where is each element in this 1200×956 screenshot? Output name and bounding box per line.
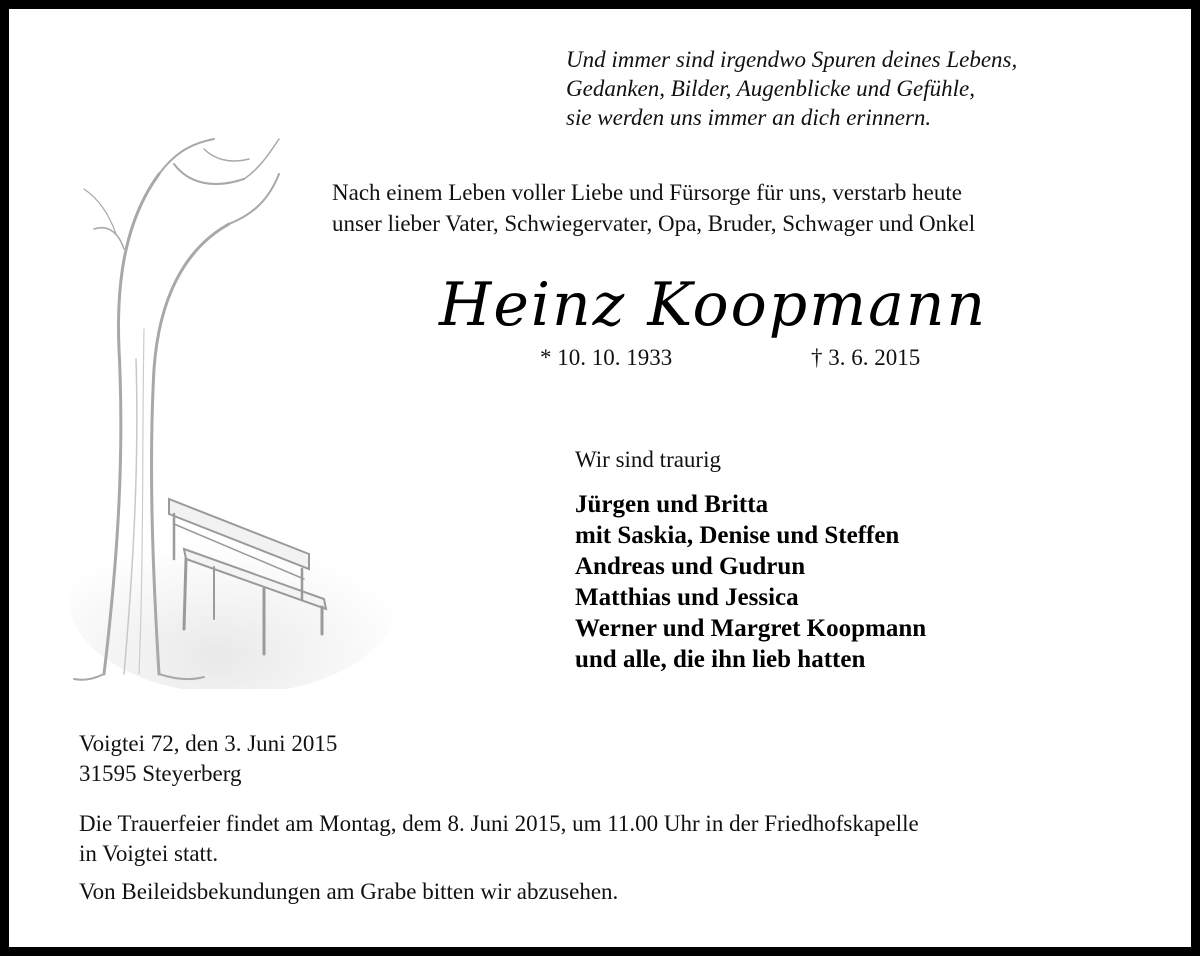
mourner-line: Matthias und Jessica [575, 584, 799, 611]
address-line: Voigtei 72, den 3. Juni 2015 [79, 731, 338, 756]
mourner-line: Werner und Margret Koopmann [575, 615, 927, 642]
funeral-line: Die Trauerfeier findet am Montag, dem 8. Juni 2015, um 11.00 Uhr in der Friedhofskapelle [79, 811, 919, 836]
address-block [79, 729, 337, 789]
mourner-line: und alle, die ihn lieb hatten [575, 646, 866, 673]
deceased-name: Heinz Koopmann [439, 270, 988, 340]
condolence-note: Von Beileidsbekundungen am Grabe bitten wir abzusehen. [79, 879, 619, 904]
mourner-line: Andreas und Gudrun [575, 553, 806, 580]
funeral-line: in Voigtei statt. [79, 841, 219, 866]
death-date: † 3. 6. 2015 [811, 345, 921, 370]
mourners-intro: Wir sind traurig [575, 447, 721, 472]
mourner-line: Jürgen und Britta [575, 491, 769, 518]
memorial-quote [566, 45, 1017, 132]
birth-date: * 10. 10. 1933 [540, 345, 673, 370]
funeral-info [79, 809, 919, 869]
quote-line: Gedanken, Bilder, Augenblicke und Gefühle, [566, 76, 975, 101]
mourner-line: mit Saskia, Denise und Steffen [575, 522, 900, 549]
mourners-list [575, 489, 926, 675]
death-announcement [332, 177, 975, 239]
intro-line: unser lieber Vater, Schwiegervater, Opa, Bruder, Schwager und Onkel [332, 211, 976, 236]
intro-line: Nach einem Leben voller Liebe und Fürsorge für uns, verstarb heute [332, 180, 962, 205]
address-line: 31595 Steyerberg [79, 761, 242, 786]
quote-line: sie werden uns immer an dich erinnern. [566, 105, 932, 130]
quote-line: Und immer sind irgendwo Spuren deines Lebens, [566, 47, 1018, 72]
